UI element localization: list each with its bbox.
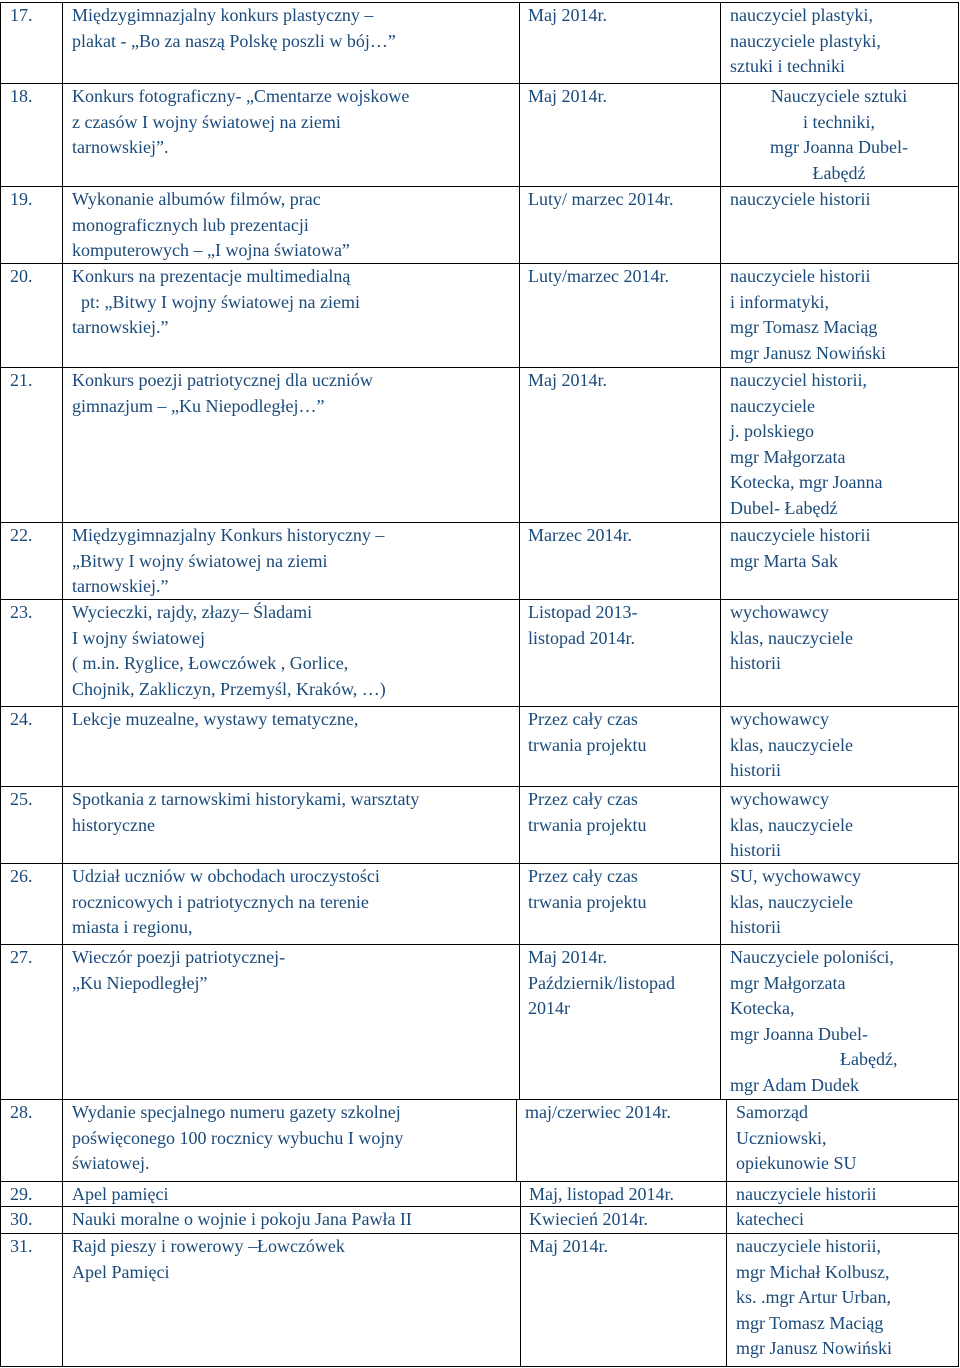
responsible-text: mgr Joanna Dubel- (730, 1023, 868, 1044)
column-divider (520, 1181, 521, 1206)
activity-text: I wojny światowej (72, 627, 205, 648)
responsible-text: ks. .mgr Artur Urban, (736, 1287, 891, 1308)
responsible-text: nauczyciel historii, (730, 370, 867, 390)
responsible-text: nauczyciele historii, (736, 1236, 881, 1256)
column-divider (958, 2, 959, 83)
date-text: Maj 2014r. (528, 86, 607, 106)
activity-text: Spotkania z tarnowskimi historykami, warsztaty (72, 789, 420, 809)
date-text: Przez cały czas (528, 866, 638, 886)
column-divider (520, 1206, 521, 1233)
row-number: 29. (10, 1184, 33, 1204)
row-number: 23. (10, 602, 33, 622)
column-divider (62, 186, 63, 263)
responsible-text: SU, wychowawcy (730, 866, 861, 886)
column-divider (519, 186, 520, 263)
column-divider (519, 83, 520, 186)
responsible-text: nauczyciele historii (730, 525, 871, 545)
column-divider (520, 1233, 521, 1366)
responsible-text: wychowawcy (730, 602, 829, 622)
date-text: Maj, listopad 2014r. (529, 1184, 674, 1204)
activity-text: Konkurs na prezentacje multimedialną (72, 266, 351, 286)
row-number: 26. (10, 866, 33, 886)
responsible-text: historii (730, 840, 782, 861)
responsible-text: mgr Joanna Dubel- (770, 137, 908, 158)
activity-text: komputerowych – „I wojna światowa” (72, 240, 350, 261)
activity-text: Wycieczki, rajdy, złazy– Śladami (72, 602, 313, 622)
activity-text: „Bitwy I wojny światowej na ziemi (72, 550, 328, 571)
column-divider (62, 863, 63, 944)
activity-text: ( m.in. Ryglice, Łowczówek , Gorlice, (72, 653, 349, 674)
column-divider (62, 1233, 63, 1366)
column-divider (720, 263, 721, 367)
column-divider (720, 186, 721, 263)
row-number: 20. (10, 266, 33, 286)
date-text: Maj 2014r. (529, 1236, 608, 1256)
column-divider (0, 944, 1, 1099)
responsible-text: mgr Małgorzata (730, 446, 846, 467)
date-text: maj/czerwiec 2014r. (525, 1102, 671, 1122)
responsible-text: nauczyciele historii (736, 1184, 877, 1204)
activity-text: tarnowskiej”. (72, 137, 169, 158)
activity-text: światowej. (72, 1153, 150, 1174)
date-text: Maj 2014r. (528, 5, 607, 25)
activity-text: rocznicowych i patriotycznych na terenie (72, 891, 369, 912)
date-text: 2014r (528, 998, 570, 1019)
row-number: 17. (10, 5, 33, 25)
date-text: trwania projektu (528, 814, 647, 835)
column-divider (62, 83, 63, 186)
responsible-text: mgr Janusz Nowiński (736, 1338, 892, 1359)
responsible-text: Nauczyciele sztuki (770, 86, 908, 106)
responsible-text: nauczyciele (730, 395, 815, 416)
column-divider (958, 186, 959, 263)
column-divider (720, 944, 721, 1099)
responsible-text: katecheci (736, 1209, 804, 1229)
activity-text: plakat - „Bo za naszą Polskę poszli w bój…” (72, 30, 396, 51)
responsible-text: mgr Adam Dudek (730, 1075, 859, 1095)
column-divider (720, 706, 721, 786)
column-divider (62, 263, 63, 367)
column-divider (519, 786, 520, 863)
row-number: 21. (10, 370, 33, 390)
responsible-text: nauczyciele plastyki, (730, 30, 881, 51)
activity-text: historyczne (72, 814, 155, 835)
column-divider (519, 599, 520, 706)
column-divider (62, 1181, 63, 1206)
column-divider (0, 786, 1, 863)
responsible-text: mgr Marta Sak (730, 550, 838, 571)
activity-text: miasta i regionu, (72, 917, 193, 938)
column-divider (0, 186, 1, 263)
date-text: Przez cały czas (528, 789, 638, 809)
activity-text: tarnowskiej.” (72, 317, 169, 338)
responsible-text: Dubel- Łabędź (730, 498, 838, 518)
activity-text: „Ku Niepodległej” (72, 972, 208, 993)
responsible-text: klas, nauczyciele (730, 891, 853, 912)
responsible-text: j. polskiego (730, 421, 814, 442)
column-divider (958, 1233, 959, 1366)
responsible-text: Kotecka, mgr Joanna (730, 472, 883, 493)
row-number: 30. (10, 1209, 33, 1229)
column-divider (62, 944, 63, 1099)
column-divider (519, 522, 520, 599)
date-text: Maj 2014r. (528, 947, 607, 967)
responsible-text: mgr Małgorzata (730, 972, 846, 993)
date-text: Luty/ marzec 2014r. (528, 189, 674, 209)
activity-text: Chojnik, Zakliczyn, Przemyśl, Kraków, …) (72, 678, 386, 699)
column-divider (726, 1233, 727, 1366)
column-divider (958, 863, 959, 944)
row-divider (0, 1366, 959, 1367)
column-divider (0, 1233, 1, 1366)
date-text: Październik/listopad (528, 972, 675, 993)
column-divider (958, 367, 959, 522)
activity-text: Wydanie specjalnego numeru gazety szkolnej (72, 1102, 401, 1122)
date-text: trwania projektu (528, 734, 647, 755)
column-divider (0, 367, 1, 522)
column-divider (958, 786, 959, 863)
column-divider (62, 599, 63, 706)
responsible-text: Nauczyciele poloniści, (730, 947, 894, 967)
column-divider (0, 2, 1, 83)
responsible-text: historii (730, 917, 782, 938)
column-divider (62, 522, 63, 599)
column-divider (519, 944, 520, 1099)
date-text: trwania projektu (528, 891, 647, 912)
date-text: Maj 2014r. (528, 370, 607, 390)
responsible-text: nauczyciele historii (730, 266, 871, 286)
column-divider (62, 706, 63, 786)
column-divider (720, 599, 721, 706)
column-divider (720, 2, 721, 83)
responsible-text: Uczniowski, (736, 1127, 827, 1148)
responsible-text: klas, nauczyciele (730, 734, 853, 755)
column-divider (62, 786, 63, 863)
activity-text: poświęconego 100 rocznicy wybuchu I wojny (72, 1127, 404, 1148)
column-divider (958, 1181, 959, 1206)
activity-text: Wieczór poezji patriotycznej- (72, 947, 286, 967)
responsible-text: opiekunowie SU (736, 1153, 857, 1174)
responsible-text: Łabędź (812, 162, 866, 183)
responsible-text: wychowawcy (730, 789, 829, 809)
responsible-text: Kotecka, (730, 998, 795, 1019)
column-divider (62, 2, 63, 83)
responsible-text: i informatyki, (730, 291, 829, 312)
column-divider (958, 263, 959, 367)
activity-text: Udział uczniów w obchodach uroczystości (72, 866, 380, 886)
activity-text: Wykonanie albumów filmów, prac (72, 189, 321, 209)
row-number: 28. (10, 1102, 33, 1122)
date-text: listopad 2014r. (528, 627, 635, 648)
date-text: Luty/marzec 2014r. (528, 266, 669, 286)
responsible-text: sztuki i techniki (730, 56, 845, 77)
column-divider (62, 1206, 63, 1233)
responsible-text: Samorząd (736, 1102, 808, 1122)
column-divider (958, 1206, 959, 1233)
row-number: 27. (10, 947, 33, 967)
activity-text: monograficznych lub prezentacji (72, 214, 309, 235)
column-divider (519, 263, 520, 367)
activity-text: Nauki moralne o wojnie i pokoju Jana Pawła II (72, 1209, 412, 1229)
row-number: 31. (10, 1236, 33, 1256)
column-divider (726, 1181, 727, 1206)
column-divider (62, 367, 63, 522)
column-divider (726, 1099, 727, 1181)
column-divider (0, 263, 1, 367)
activity-text: Apel Pamięci (72, 1261, 170, 1282)
date-text: Kwiecień 2014r. (529, 1209, 648, 1229)
row-number: 25. (10, 789, 33, 809)
column-divider (0, 1206, 1, 1233)
activity-text: Konkurs fotograficzny- „Cmentarze wojskowe (72, 86, 410, 106)
activity-text: Międzygimnazjalny Konkurs historyczny – (72, 525, 385, 545)
column-divider (958, 599, 959, 706)
column-divider (0, 83, 1, 186)
date-text: Listopad 2013- (528, 602, 638, 622)
activity-text: Apel pamięci (72, 1184, 169, 1204)
activity-text: tarnowskiej.” (72, 576, 169, 597)
responsible-text: mgr Tomasz Maciąg (730, 317, 878, 338)
column-divider (62, 1099, 63, 1181)
responsible-text: nauczyciele historii (730, 189, 871, 209)
activity-text: Międzygimnazjalny konkurs plastyczny – (72, 5, 374, 25)
date-text: Marzec 2014r. (528, 525, 632, 545)
responsible-text: nauczyciel plastyki, (730, 5, 873, 25)
column-divider (720, 522, 721, 599)
activity-text: Lekcje muzealne, wystawy tematyczne, (72, 709, 359, 729)
responsible-text: historii (730, 653, 782, 674)
column-divider (0, 1099, 1, 1181)
row-number: 19. (10, 189, 33, 209)
responsible-text: klas, nauczyciele (730, 627, 853, 648)
column-divider (519, 706, 520, 786)
activity-text: Konkurs poezji patriotycznej dla uczniów (72, 370, 373, 390)
row-number: 24. (10, 709, 33, 729)
column-divider (726, 1206, 727, 1233)
responsible-text: mgr Tomasz Maciąg (736, 1312, 884, 1333)
column-divider (519, 367, 520, 522)
column-divider (0, 1181, 1, 1206)
column-divider (958, 83, 959, 186)
responsible-text: historii (730, 760, 782, 781)
row-number: 22. (10, 525, 33, 545)
activity-text: gimnazjum – „Ku Niepodległej…” (72, 395, 325, 416)
responsible-text: wychowawcy (730, 709, 829, 729)
column-divider (720, 786, 721, 863)
column-divider (0, 522, 1, 599)
column-divider (516, 1099, 517, 1181)
activity-text: Rajd pieszy i rowerowy –Łowczówek (72, 1236, 345, 1256)
column-divider (0, 863, 1, 944)
date-text: Przez cały czas (528, 709, 638, 729)
responsible-text: i techniki, (803, 111, 875, 132)
row-number: 18. (10, 86, 33, 106)
column-divider (720, 367, 721, 522)
column-divider (720, 863, 721, 944)
column-divider (519, 863, 520, 944)
column-divider (0, 599, 1, 706)
column-divider (958, 944, 959, 1099)
column-divider (958, 522, 959, 599)
column-divider (519, 2, 520, 83)
activity-text: z czasów I wojny światowej na ziemi (72, 111, 341, 132)
activity-text: pt: „Bitwy I wojny światowej na ziemi (72, 291, 360, 312)
column-divider (0, 706, 1, 786)
responsible-text: Łabędź, (840, 1049, 898, 1070)
responsible-text: mgr Janusz Nowiński (730, 342, 886, 363)
column-divider (958, 1099, 959, 1181)
responsible-text: klas, nauczyciele (730, 814, 853, 835)
responsible-text: mgr Michał Kolbusz, (736, 1261, 890, 1282)
column-divider (958, 706, 959, 786)
